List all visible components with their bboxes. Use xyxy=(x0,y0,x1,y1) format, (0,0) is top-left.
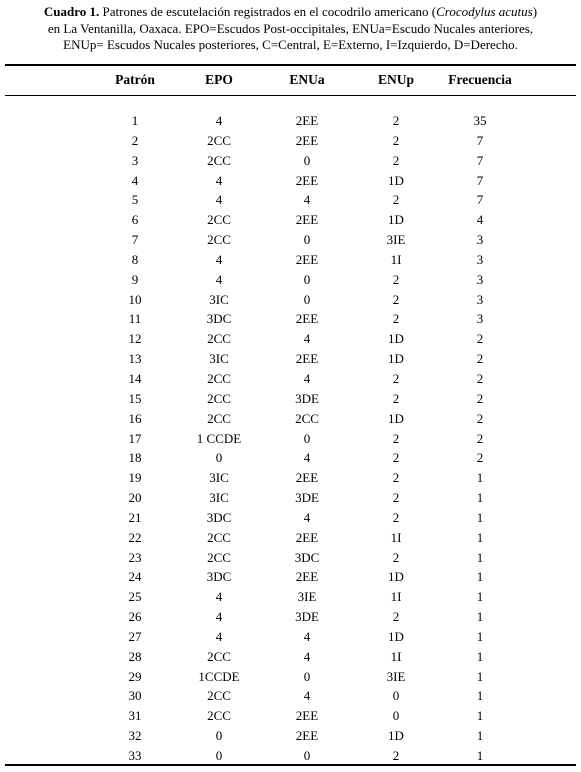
caption-line-2: en La Ventanilla, Oaxaca. EPO=Escudos Post-occipitales, ENUa=Escudo Nucales anteriores, xyxy=(47,20,534,36)
table-row xyxy=(0,587,581,607)
cell-patron: 23 xyxy=(128,549,142,565)
cell-enua: 3DE xyxy=(295,609,319,625)
cell-enua: 4 xyxy=(303,450,311,466)
cell-frecuencia: 7 xyxy=(476,152,484,168)
cell-epo: 2CC xyxy=(207,390,231,406)
cell-patron: 29 xyxy=(128,668,142,684)
cell-enua: 2EE xyxy=(295,251,319,267)
cell-enup: 2 xyxy=(392,291,400,307)
cell-epo: 4 xyxy=(215,172,223,188)
cell-frecuencia: 1 xyxy=(476,529,484,545)
cell-enua: 2EE xyxy=(295,351,319,367)
cell-frecuencia: 3 xyxy=(476,311,484,327)
table-caption xyxy=(8,4,573,54)
cell-enua: 4 xyxy=(303,509,311,525)
cell-enup: 2 xyxy=(392,549,400,565)
cell-enua: 2EE xyxy=(295,728,319,744)
cell-frecuencia: 3 xyxy=(476,232,484,248)
cell-frecuencia: 7 xyxy=(476,192,484,208)
cell-patron: 20 xyxy=(128,490,142,506)
cell-patron: 18 xyxy=(128,450,142,466)
cell-enua: 0 xyxy=(303,232,311,248)
cell-epo: 4 xyxy=(215,192,223,208)
cell-frecuencia: 1 xyxy=(476,668,484,684)
cell-frecuencia: 1 xyxy=(476,708,484,724)
table-row xyxy=(0,190,581,210)
header-patron: Patrón xyxy=(115,72,155,87)
cell-frecuencia: 2 xyxy=(476,351,484,367)
cell-epo: 0 xyxy=(215,728,223,744)
cell-frecuencia: 1 xyxy=(476,609,484,625)
cell-frecuencia: 4 xyxy=(476,212,484,228)
cell-enup: 2 xyxy=(392,192,400,208)
caption-text-end: ) xyxy=(532,4,538,19)
cell-enup: 2 xyxy=(392,370,400,386)
table-row xyxy=(0,151,581,171)
table-row xyxy=(0,548,581,568)
table-row xyxy=(0,627,581,647)
cell-enup: 2 xyxy=(392,748,400,763)
cell-frecuencia: 1 xyxy=(476,748,484,763)
cell-epo: 4 xyxy=(215,251,223,267)
cell-patron: 6 xyxy=(131,212,139,228)
cell-epo: 2CC xyxy=(207,648,231,664)
table-row xyxy=(0,448,581,468)
cell-frecuencia: 2 xyxy=(476,390,484,406)
cell-enua: 4 xyxy=(303,331,311,347)
cell-enua: 2EE xyxy=(295,172,319,188)
cell-patron: 11 xyxy=(128,311,142,327)
cell-epo: 2CC xyxy=(207,331,231,347)
cell-patron: 32 xyxy=(128,728,142,744)
cell-patron: 27 xyxy=(128,628,142,644)
table-row xyxy=(0,508,581,528)
cell-epo: 3IC xyxy=(209,470,229,486)
cell-patron: 12 xyxy=(128,331,142,347)
cell-patron: 4 xyxy=(131,172,139,188)
cell-frecuencia: 7 xyxy=(476,172,484,188)
table-row xyxy=(0,210,581,230)
cell-enup: 2 xyxy=(392,450,400,466)
cell-epo: 3IC xyxy=(209,291,229,307)
cell-patron: 3 xyxy=(131,152,139,168)
cell-frecuencia: 1 xyxy=(476,509,484,525)
cell-enup: 0 xyxy=(392,708,400,724)
table-header-row xyxy=(0,72,581,90)
caption-species: Crocodylus acutus xyxy=(436,4,533,19)
cell-epo: 4 xyxy=(215,628,223,644)
cell-patron: 22 xyxy=(128,529,142,545)
table-row xyxy=(0,369,581,389)
table-row xyxy=(0,131,581,151)
table-top-rule xyxy=(5,64,576,66)
cell-enua: 2CC xyxy=(295,410,319,426)
header-enua: ENUa xyxy=(289,72,325,87)
cell-epo: 3IC xyxy=(209,490,229,506)
table-bottom-rule xyxy=(5,764,576,766)
cell-frecuencia: 3 xyxy=(476,251,484,267)
table-row xyxy=(0,270,581,290)
cell-patron: 17 xyxy=(128,430,142,446)
cell-epo: 2CC xyxy=(207,370,231,386)
cell-enua: 3DE xyxy=(295,490,319,506)
cell-enup: 2 xyxy=(392,311,400,327)
cell-epo: 1 CCDE xyxy=(196,430,242,446)
table-row xyxy=(0,468,581,488)
cell-frecuencia: 7 xyxy=(476,132,484,148)
cell-enup: 1D xyxy=(388,728,404,744)
cell-enup: 2 xyxy=(392,132,400,148)
table-row xyxy=(0,567,581,587)
cell-enup: 1D xyxy=(388,172,404,188)
cell-enup: 1D xyxy=(388,331,404,347)
cell-enua: 0 xyxy=(303,430,311,446)
cell-patron: 5 xyxy=(131,192,139,208)
cell-frecuencia: 1 xyxy=(476,549,484,565)
cell-enup: 1D xyxy=(388,410,404,426)
cell-enup: 3IE xyxy=(386,232,406,248)
table-row xyxy=(0,429,581,449)
cell-enua: 2EE xyxy=(295,212,319,228)
cell-frecuencia: 1 xyxy=(476,569,484,585)
cell-enua: 4 xyxy=(303,370,311,386)
table-row xyxy=(0,488,581,508)
cell-enua: 0 xyxy=(303,271,311,287)
cell-enup: 1D xyxy=(388,351,404,367)
cell-enup: 1I xyxy=(390,529,402,545)
cell-enup: 2 xyxy=(392,390,400,406)
table-row xyxy=(0,686,581,706)
cell-epo: 2CC xyxy=(207,132,231,148)
cell-enua: 4 xyxy=(303,628,311,644)
cell-enup: 2 xyxy=(392,113,400,128)
header-enup: ENUp xyxy=(377,72,414,87)
cell-enua: 0 xyxy=(303,668,311,684)
cell-epo: 1CCDE xyxy=(198,668,240,684)
cell-patron: 9 xyxy=(131,271,139,287)
table-row xyxy=(0,389,581,409)
cell-patron: 16 xyxy=(128,410,142,426)
cell-patron: 1 xyxy=(131,113,139,128)
table-row xyxy=(0,349,581,369)
cell-enua: 4 xyxy=(303,688,311,704)
cell-frecuencia: 2 xyxy=(476,370,484,386)
table-row xyxy=(0,290,581,310)
cell-patron: 30 xyxy=(128,688,142,704)
cell-enup: 1I xyxy=(390,251,402,267)
cell-enup: 2 xyxy=(392,152,400,168)
cell-enua: 0 xyxy=(303,291,311,307)
cell-frecuencia: 1 xyxy=(476,688,484,704)
cell-epo: 2CC xyxy=(207,529,231,545)
table-row xyxy=(0,409,581,429)
cell-frecuencia: 1 xyxy=(476,490,484,506)
cell-frecuencia: 1 xyxy=(476,648,484,664)
cell-enup: 3IE xyxy=(386,668,406,684)
table-row xyxy=(0,746,581,766)
cell-frecuencia: 2 xyxy=(476,331,484,347)
table-row xyxy=(0,230,581,250)
cell-epo: 3DC xyxy=(206,509,232,525)
cell-epo: 0 xyxy=(215,748,223,763)
cell-enup: 1I xyxy=(390,589,402,605)
cell-epo: 3IC xyxy=(209,351,229,367)
cell-enua: 4 xyxy=(303,648,311,664)
table-row xyxy=(0,726,581,746)
cell-epo: 4 xyxy=(215,609,223,625)
cell-enua: 3DE xyxy=(295,390,319,406)
table-row xyxy=(0,111,581,131)
cell-epo: 2CC xyxy=(207,410,231,426)
cell-frecuencia: 1 xyxy=(476,628,484,644)
cell-enup: 0 xyxy=(392,688,400,704)
cell-epo: 2CC xyxy=(207,232,231,248)
caption-text: Patrones de escutelación registrados en el cocodrilo americano ( xyxy=(99,4,437,19)
cell-frecuencia: 2 xyxy=(476,410,484,426)
cell-patron: 19 xyxy=(128,470,142,486)
cell-patron: 25 xyxy=(128,589,142,605)
cell-frecuencia: 3 xyxy=(476,291,484,307)
header-frecuencia: Frecuencia xyxy=(448,72,512,87)
cell-epo: 3DC xyxy=(206,569,232,585)
cell-epo: 2CC xyxy=(207,688,231,704)
cell-enup: 2 xyxy=(392,609,400,625)
cell-epo: 3DC xyxy=(206,311,232,327)
table-row xyxy=(0,706,581,726)
cell-epo: 2CC xyxy=(207,152,231,168)
cell-patron: 31 xyxy=(128,708,142,724)
cell-enua: 2EE xyxy=(295,529,319,545)
cell-enua: 0 xyxy=(303,152,311,168)
cell-frecuencia: 2 xyxy=(476,450,484,466)
table-row xyxy=(0,171,581,191)
cell-frecuencia: 2 xyxy=(476,430,484,446)
cell-enup: 1D xyxy=(388,569,404,585)
table-row xyxy=(0,667,581,687)
cell-frecuencia: 1 xyxy=(476,470,484,486)
cell-frecuencia: 1 xyxy=(476,728,484,744)
caption-line-1 xyxy=(8,4,573,21)
table-header-rule xyxy=(5,95,576,96)
cell-enua: 3DC xyxy=(294,549,320,565)
header-epo: EPO xyxy=(205,72,233,87)
cell-enup: 2 xyxy=(392,430,400,446)
table-row xyxy=(0,647,581,667)
cell-epo: 2CC xyxy=(207,549,231,565)
cell-epo: 4 xyxy=(215,113,223,128)
cell-frecuencia: 1 xyxy=(476,589,484,605)
table-row xyxy=(0,329,581,349)
cell-patron: 21 xyxy=(128,509,142,525)
cell-enua: 0 xyxy=(303,748,311,763)
cell-epo: 4 xyxy=(215,271,223,287)
cell-enup: 2 xyxy=(392,509,400,525)
cell-patron: 7 xyxy=(131,232,139,248)
cell-patron: 14 xyxy=(128,370,142,386)
cell-enup: 2 xyxy=(392,470,400,486)
cell-patron: 10 xyxy=(128,291,142,307)
cell-enup: 1I xyxy=(390,648,402,664)
cell-enua: 2EE xyxy=(295,708,319,724)
cell-enua: 4 xyxy=(303,192,311,208)
cell-enua: 2EE xyxy=(295,132,319,148)
cell-patron: 13 xyxy=(128,351,142,367)
caption-line-3: ENUp= Escudos Nucales posteriores, C=Central, E=Externo, I=Izquierdo, D=Derecho. xyxy=(63,37,518,52)
table-row xyxy=(0,607,581,627)
cell-patron: 26 xyxy=(128,609,142,625)
table-row xyxy=(0,528,581,548)
cell-epo: 2CC xyxy=(207,212,231,228)
cell-frecuencia: 3 xyxy=(476,271,484,287)
cell-enup: 2 xyxy=(392,490,400,506)
cell-enua: 2EE xyxy=(295,470,319,486)
cell-patron: 24 xyxy=(128,569,142,585)
cell-enua: 3IE xyxy=(297,589,317,605)
cell-enua: 2EE xyxy=(295,569,319,585)
cell-frecuencia: 35 xyxy=(473,113,487,128)
table-row xyxy=(0,309,581,329)
cell-patron: 28 xyxy=(128,648,142,664)
cell-patron: 2 xyxy=(131,132,139,148)
cell-enup: 2 xyxy=(392,271,400,287)
cell-enua: 2EE xyxy=(295,113,319,128)
cell-patron: 8 xyxy=(131,251,139,267)
cell-patron: 33 xyxy=(128,748,142,763)
table-body xyxy=(0,111,581,766)
cell-enup: 1D xyxy=(388,628,404,644)
cell-patron: 15 xyxy=(128,390,142,406)
cell-epo: 0 xyxy=(215,450,223,466)
cell-epo: 2CC xyxy=(207,708,231,724)
caption-label: Cuadro 1. xyxy=(43,4,100,19)
cell-epo: 4 xyxy=(215,589,223,605)
table-row xyxy=(0,250,581,270)
cell-enua: 2EE xyxy=(295,311,319,327)
cell-enup: 1D xyxy=(388,212,404,228)
